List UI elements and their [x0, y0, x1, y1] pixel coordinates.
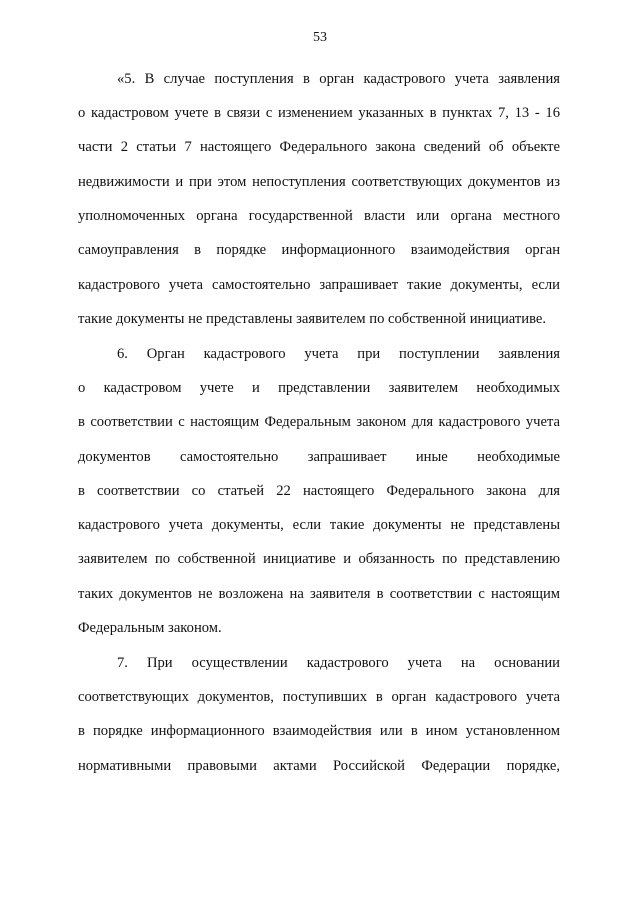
paragraph-6-line-5: в соответствии со статьей 22 настоящего Федерального закона для: [78, 483, 560, 499]
paragraph-7-line-2: соответствующих документов, поступивших в орган кадастрового учета: [78, 689, 560, 705]
paragraph-6-line-2: о кадастровом учете и представлении заявителем необходимых: [78, 380, 560, 396]
paragraph-6-line-7: заявителем по собственной инициативе и обязанность по представлению: [78, 551, 560, 567]
paragraph-6-line-3: в соответствии с настоящим Федеральным законом для кадастрового учета: [78, 414, 560, 430]
paragraph-6-line-9: Федеральным законом.: [78, 620, 222, 636]
paragraph-6-line-8: таких документов не возложена на заявителя в соответствии с настоящим: [78, 586, 560, 602]
paragraph-6-line-4: документов самостоятельно запрашивает иные необходимые: [78, 449, 560, 465]
paragraph-5-line-3: части 2 статьи 7 настоящего Федерального закона сведений об объекте: [78, 139, 560, 155]
paragraph-6-line-1: 6. Орган кадастрового учета при поступлении заявления: [117, 346, 560, 362]
paragraph-5-line-8: такие документы не представлены заявителем по собственной инициативе.: [78, 311, 546, 327]
paragraph-7-line-3: в порядке информационного взаимодействия или в ином установленном: [78, 723, 560, 739]
paragraph-5-line-2: о кадастровом учете в связи с изменением указанных в пунктах 7, 13 - 16: [78, 105, 560, 121]
paragraph-5-line-4: недвижимости и при этом непоступления соответствующих документов из: [78, 174, 560, 190]
paragraph-7-line-4: нормативными правовыми актами Российской Федерации порядке,: [78, 758, 560, 774]
paragraph-6-line-6: кадастрового учета документы, если такие документы не представлены: [78, 517, 560, 533]
paragraph-5-line-6: самоуправления в порядке информационного взаимодействия орган: [78, 242, 560, 258]
paragraph-7-line-1: 7. При осуществлении кадастрового учета на основании: [117, 655, 560, 671]
paragraph-5-line-7: кадастрового учета самостоятельно запрашивает такие документы, если: [78, 277, 560, 293]
paragraph-5-line-1: «5. В случае поступления в орган кадастрового учета заявления: [117, 71, 560, 87]
page-number: 53: [313, 30, 327, 45]
paragraph-5-line-5: уполномоченных органа государственной власти или органа местного: [78, 208, 560, 224]
